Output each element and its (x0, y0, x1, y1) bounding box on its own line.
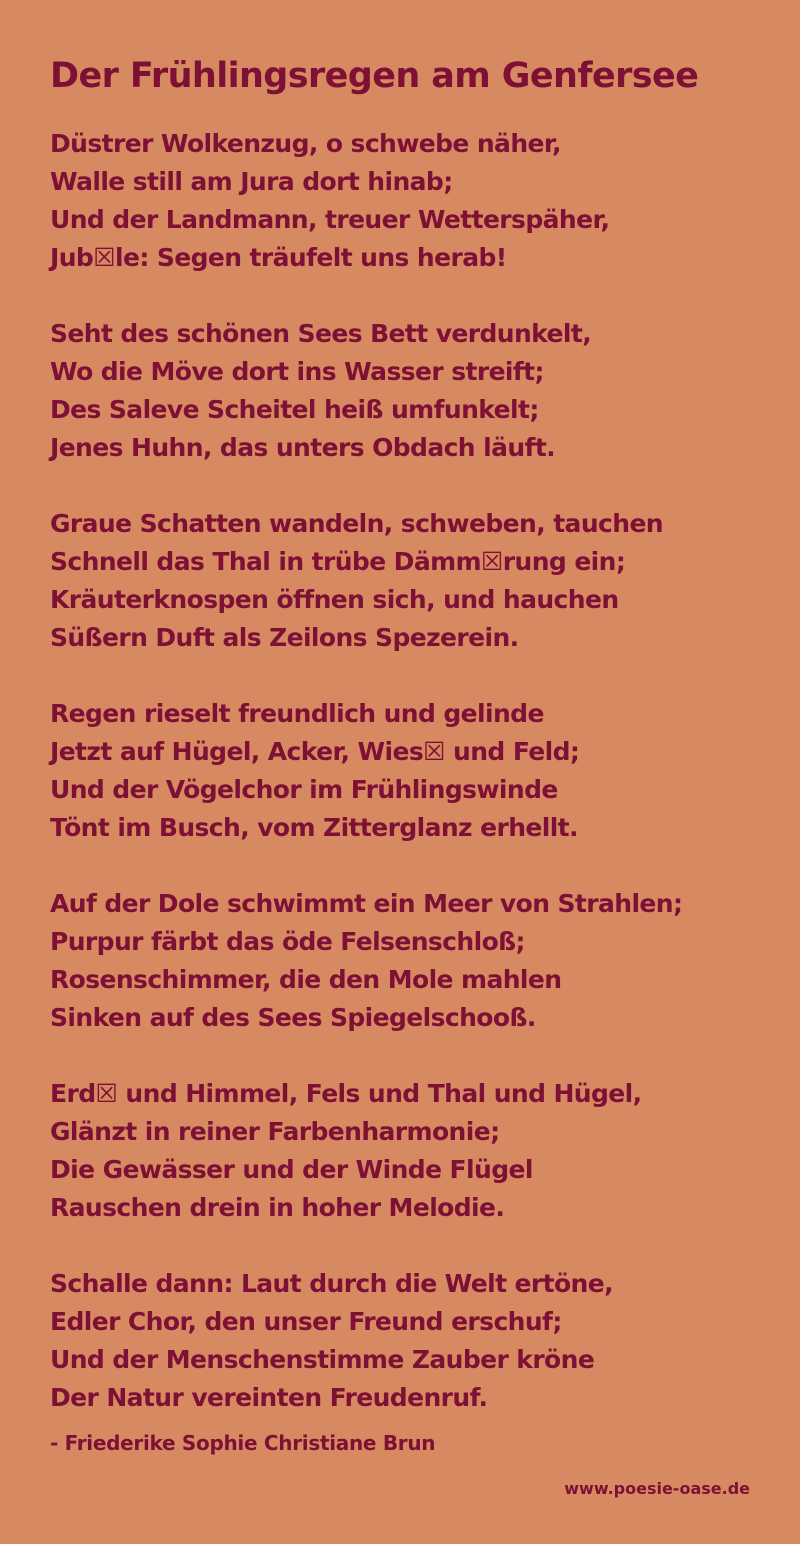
poem-line: Glänzt in reiner Farbenharmonie; (50, 1117, 500, 1146)
poem-line: Graue Schatten wandeln, schweben, tauchen (50, 509, 663, 538)
poem-line: Rauschen drein in hoher Melodie. (50, 1193, 505, 1222)
poem-line: Schalle dann: Laut durch die Welt ertöne, (50, 1269, 613, 1298)
website-credit: www.poesie-oase.de (564, 1479, 750, 1498)
poem-line: Jetzt auf Hügel, Acker, Wies☒ und Feld; (50, 737, 580, 766)
poem-line: Und der Landmann, treuer Wetterspäher, (50, 205, 610, 234)
poem-line: Schnell das Thal in trübe Dämm☒rung ein; (50, 547, 626, 576)
poem-line: Rosenschimmer, die den Mole mahlen (50, 965, 562, 994)
poem-line: Walle still am Jura dort hinab; (50, 167, 453, 196)
poem-line: Regen rieselt freundlich und gelinde (50, 699, 544, 728)
poem-line: Edler Chor, den unser Freund erschuf; (50, 1307, 562, 1336)
stanza-4 (50, 695, 770, 847)
stanza-6 (50, 1075, 770, 1227)
poem-line: Sinken auf des Sees Spiegelschooß. (50, 1003, 536, 1032)
poem-line: Der Natur vereinten Freudenruf. (50, 1383, 488, 1412)
stanza-2 (50, 315, 770, 467)
poem-line: Kräuterknospen öffnen sich, und hauchen (50, 585, 619, 614)
poem-line: Und der Vögelchor im Frühlingswinde (50, 775, 558, 804)
poem-line: Und der Menschenstimme Zauber kröne (50, 1345, 595, 1374)
poem-line: Seht des schönen Sees Bett verdunkelt, (50, 319, 592, 348)
poem-line: Purpur färbt das öde Felsenschloß; (50, 927, 525, 956)
poem-line: Erd☒ und Himmel, Fels und Thal und Hügel, (50, 1079, 642, 1108)
stanza-3 (50, 505, 770, 657)
poem-line: Tönt im Busch, vom Zitterglanz erhellt. (50, 813, 578, 842)
poem-author: - Friederike Sophie Christiane Brun (50, 1431, 436, 1455)
poem-line: Auf der Dole schwimmt ein Meer von Strahlen; (50, 889, 683, 918)
poem-line: Wo die Möve dort ins Wasser streift; (50, 357, 544, 386)
stanza-5 (50, 885, 770, 1037)
poem-line: Jub☒le: Segen träufelt uns herab! (50, 243, 507, 272)
poem-title: Der Frühlingsregen am Genfersee (50, 56, 699, 96)
poem-line: Jenes Huhn, das unters Obdach läuft. (50, 433, 556, 462)
poem-body (50, 125, 770, 1455)
poem-line: Die Gewässer und der Winde Flügel (50, 1155, 533, 1184)
stanza-7 (50, 1265, 770, 1417)
poem-line: Düstrer Wolkenzug, o schwebe näher, (50, 129, 561, 158)
poem-line: Süßern Duft als Zeilons Spezerein. (50, 623, 519, 652)
stanza-1 (50, 125, 770, 277)
poem-line: Des Saleve Scheitel heiß umfunkelt; (50, 395, 539, 424)
